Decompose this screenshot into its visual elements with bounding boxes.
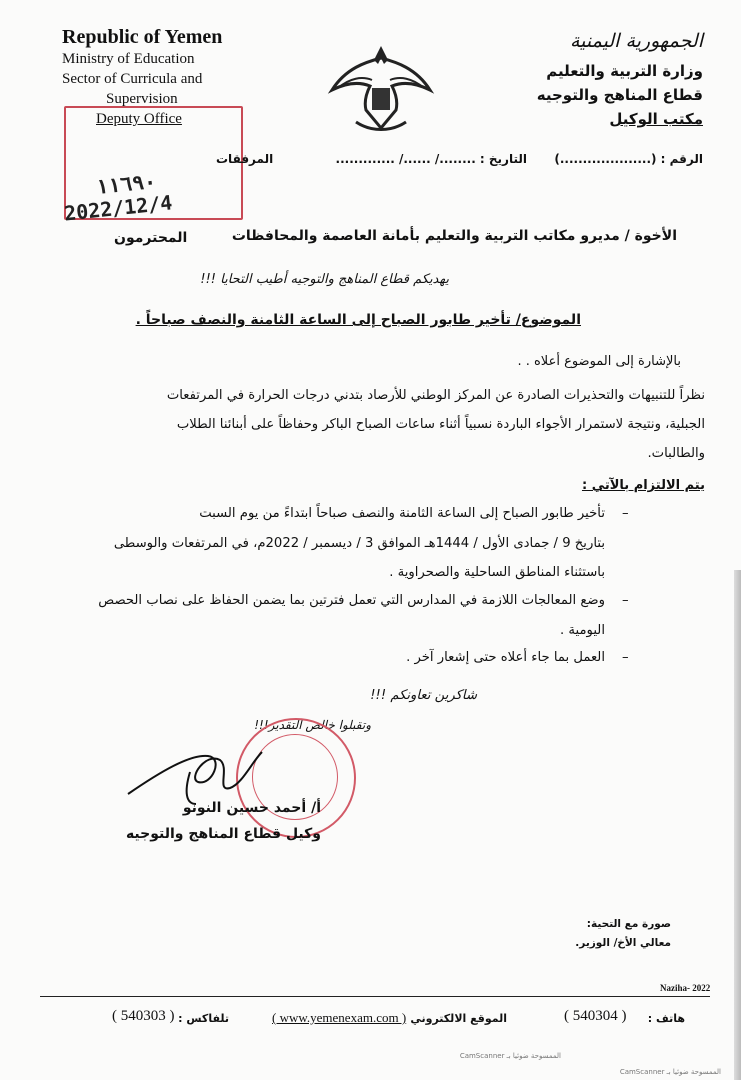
footer-divider bbox=[40, 996, 710, 997]
letterhead-en-deputy-office: Deputy Office bbox=[96, 111, 182, 127]
greeting: يهديكم قطاع المناهج والتوجيه أطيب التحايا !!! bbox=[200, 272, 449, 287]
letterhead-ar-ministry: وزارة التربية والتعليم bbox=[546, 62, 703, 80]
scanner-watermark: الممسوحة ضوئيا بـ CamScanner bbox=[459, 1052, 561, 1060]
subject: الموضوع/ تأخير طابور الصباح إلى الساعة الثامنة والنصف صباحاً . bbox=[135, 312, 581, 328]
reference-line: بالإشارة إلى الموضوع أعلاه . . bbox=[517, 354, 681, 369]
letterhead-ar-title: الجمهورية اليمنية bbox=[569, 30, 703, 52]
letterhead-en-title: Republic of Yemen bbox=[62, 26, 223, 48]
letterhead-en-ministry: Ministry of Education bbox=[62, 51, 195, 67]
ref-attachments: المرفقات bbox=[216, 152, 274, 166]
stamp-date: 2022/12/4 bbox=[63, 190, 174, 226]
item-1-line-2: بتاريخ 9 / جمادى الأول / 1444هـ الموافق 3 / ديسمبر / 2022م، في المرتفعات والوسطى bbox=[113, 536, 605, 551]
thanks-line: شاكرين تعاونكم !!! bbox=[370, 688, 477, 703]
item-2-line-1: وضع المعالجات اللازمة في المدارس التي تعمل فترتين بما يضمن الحفاظ على نصاب الحصص bbox=[98, 593, 605, 608]
page-edge-shadow bbox=[734, 570, 741, 1080]
item-1-line-3: باستثناء المناطق الساحلية والصحراوية . bbox=[389, 565, 605, 580]
letterhead-ar-office: مكتب الوكيل bbox=[609, 110, 703, 128]
addressee-honorific: المحترمون bbox=[114, 230, 188, 246]
paragraph-line-1: نظراً للتنبيهات والتحذيرات الصادرة عن المركز الوطني للأرصاد بتدني درجات الحرارة في المرتفعات bbox=[166, 388, 705, 403]
eagle-emblem-icon bbox=[326, 38, 436, 138]
signatory-name: أ/ أحمد حسين النونو bbox=[182, 800, 321, 816]
item-2-line-2: اليومية . bbox=[560, 623, 605, 638]
item-1-line-1: تأخير طابور الصباح إلى الساعة الثامنة والنصف صباحاً ابتداءً من يوم السبت bbox=[199, 506, 605, 521]
bullet-dash: – bbox=[622, 650, 629, 665]
letterhead-ar-sector: قطاع المناهج والتوجيه bbox=[536, 86, 703, 104]
bullet-dash: – bbox=[622, 506, 629, 521]
letterhead-en-supervision: Supervision bbox=[106, 91, 178, 107]
paragraph-line-3: والطالبات. bbox=[647, 446, 705, 461]
paragraph-line-2: الجبلية، ونتيجة لاستمرار الأجواء الباردة نسبياً أثناء ساعات الصباح الباكر وحفاظاً على أبنائنا الطلاب bbox=[176, 417, 705, 432]
ref-date: التاريخ : ......../ ....../ ............. bbox=[335, 152, 527, 166]
fax-label: تلفاكس : bbox=[178, 1012, 229, 1025]
item-3-line-1: العمل بما جاء أعلاه حتى إشعار آخر . bbox=[406, 650, 605, 665]
bullet-dash: – bbox=[622, 593, 629, 608]
letterhead-en-sector: Sector of Curricula and bbox=[62, 71, 203, 87]
regards-line: وتقبلوا خالص التقدير!!! bbox=[254, 718, 371, 732]
phone-label: هاتف : bbox=[647, 1012, 685, 1025]
phone-number: ( 540304 ) bbox=[564, 1008, 627, 1024]
commit-heading: يتم الالتزام بالآتي : bbox=[581, 478, 705, 493]
addressee: الأخوة / مديرو مكاتب التربية والتعليم بأمانة العاصمة والمحافظات bbox=[231, 228, 677, 244]
website-link[interactable]: ( www.yemenexam.com ) bbox=[272, 1010, 407, 1025]
signatory-title: وكيل قطاع المناهج والتوجيه bbox=[125, 826, 321, 842]
copy-to-recipient: معالي الأخ/ الوزير. bbox=[575, 937, 671, 949]
ref-number: الرقم : (....................) bbox=[554, 152, 703, 166]
website-label: الموقع الالكتروني bbox=[410, 1012, 507, 1025]
footer-code: Naziha- 2022 bbox=[660, 983, 711, 993]
copy-to-label: صورة مع التحية: bbox=[586, 918, 671, 930]
scanner-watermark-2: الممسوحة ضوئيا بـ CamScanner bbox=[619, 1068, 721, 1076]
stamp-number: ١١٦٩٠ bbox=[94, 168, 158, 200]
fax-number: ( 540303 ) bbox=[112, 1008, 175, 1024]
